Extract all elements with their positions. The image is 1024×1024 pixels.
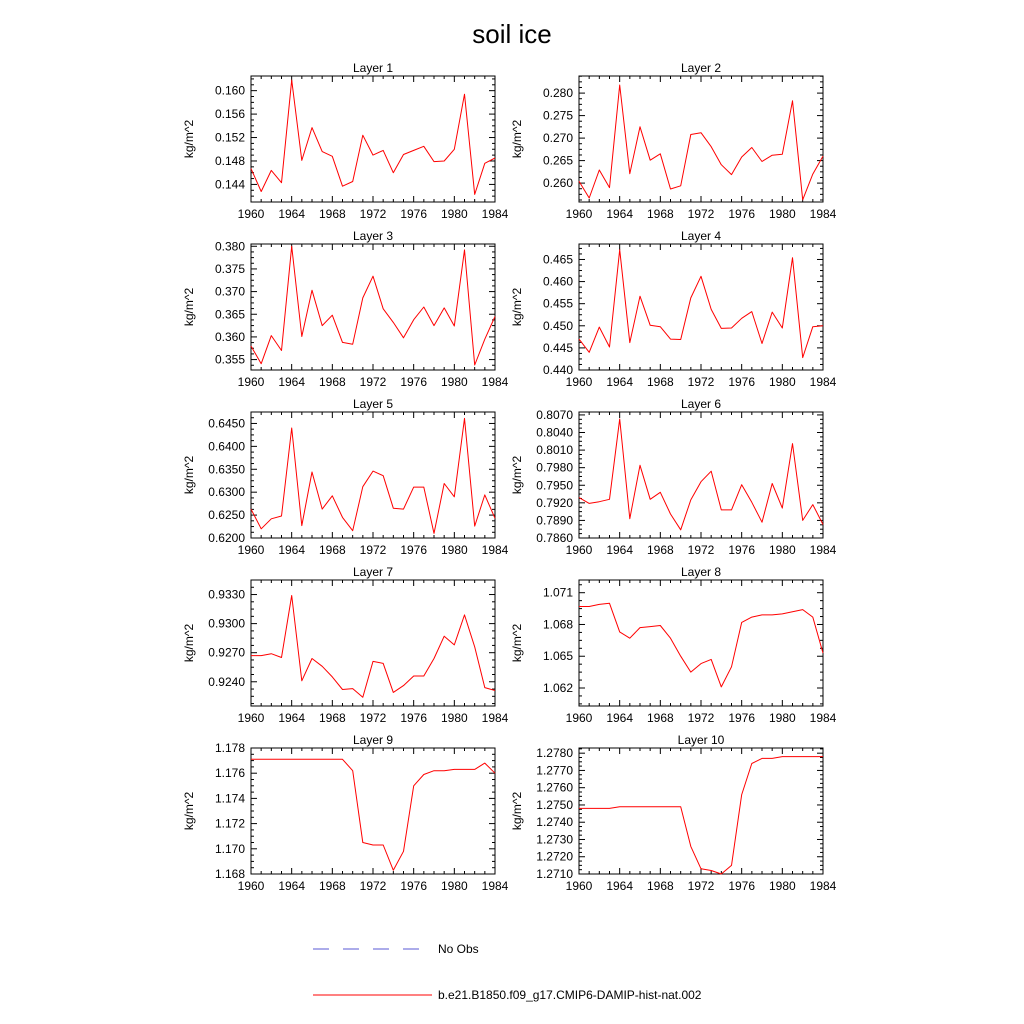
x-tick-label: 1976: [728, 711, 756, 725]
x-tick-label: 1968: [646, 879, 674, 893]
y-tick-label: 1.178: [214, 741, 245, 755]
y-tick-label: 1.062: [542, 681, 573, 695]
panel-title: Layer 3: [352, 229, 394, 243]
x-tick-label: 1980: [768, 543, 796, 557]
y-tick-label: 0.7980: [536, 460, 573, 475]
y-tick-label: 1.174: [214, 791, 245, 806]
x-tick-label: 1972: [359, 711, 387, 725]
x-tick-label: 1960: [237, 879, 265, 893]
y-tick-label: 0.8010: [536, 443, 573, 458]
panel-layer-4: [510, 229, 837, 389]
plot-frame: [579, 76, 823, 202]
x-tick-label: 1976: [400, 207, 428, 221]
y-tick-label: 1.2740: [536, 815, 573, 830]
y-axis-label: kg/m^2: [510, 287, 524, 327]
y-tick-label: 0.7890: [536, 513, 573, 528]
panel-title: Layer 1: [352, 61, 394, 75]
x-tick-label: 1964: [278, 543, 306, 557]
x-tick-label: 1980: [768, 711, 796, 725]
x-tick-label: 1964: [278, 207, 306, 221]
x-tick-label: 1960: [565, 543, 593, 557]
y-tick-label: 0.280: [542, 86, 573, 101]
y-tick-label: 1.2750: [536, 797, 573, 812]
y-tick-label: 0.370: [214, 284, 245, 299]
y-tick-label: 0.445: [542, 340, 573, 355]
y-tick-label: 0.270: [542, 131, 573, 146]
x-tick-label: 1968: [318, 879, 346, 893]
x-tick-label: 1980: [440, 207, 468, 221]
plot-frame: [251, 412, 495, 538]
panel-layer-7: [182, 565, 509, 725]
legend: [313, 942, 702, 1002]
x-tick-label: 1972: [359, 207, 387, 221]
x-tick-label: 1972: [687, 207, 715, 221]
x-tick-label: 1980: [440, 375, 468, 389]
y-tick-label: 0.355: [214, 352, 245, 367]
y-tick-label: 0.450: [542, 318, 573, 333]
y-tick-label: 1.2760: [536, 780, 573, 795]
series-line: [251, 418, 495, 533]
y-tick-label: 0.8070: [536, 407, 573, 422]
x-tick-label: 1968: [646, 711, 674, 725]
x-tick-label: 1964: [606, 375, 634, 389]
y-tick-label: 0.375: [214, 261, 245, 276]
y-tick-label: 0.144: [214, 177, 245, 192]
y-tick-label: 0.6250: [208, 508, 245, 523]
x-tick-label: 1972: [687, 543, 715, 557]
y-tick-label: 0.148: [214, 153, 245, 168]
x-tick-label: 1976: [400, 543, 428, 557]
y-tick-label: 0.6200: [208, 531, 245, 545]
legend-label-no-obs: No Obs: [438, 942, 479, 956]
y-tick-label: 0.7950: [536, 478, 573, 493]
y-tick-label: 1.2770: [536, 763, 573, 778]
x-tick-label: 1984: [809, 543, 837, 557]
y-tick-label: 0.7920: [536, 495, 573, 510]
x-tick-label: 1964: [606, 711, 634, 725]
x-tick-label: 1972: [359, 375, 387, 389]
y-tick-label: 0.9330: [208, 587, 245, 602]
panel-layer-5: [182, 397, 509, 557]
x-tick-label: 1964: [278, 375, 306, 389]
x-tick-label: 1972: [359, 543, 387, 557]
y-tick-label: 0.460: [542, 274, 573, 289]
y-tick-label: 0.275: [542, 108, 573, 123]
panel-title: Layer 5: [352, 397, 394, 411]
panel-title: Layer 4: [680, 229, 722, 243]
series-line: [251, 80, 495, 194]
panel-title: Layer 9: [352, 733, 394, 747]
y-tick-label: 1.071: [542, 585, 573, 600]
y-axis-label: kg/m^2: [510, 455, 524, 495]
y-tick-label: 0.160: [214, 83, 245, 98]
y-tick-label: 0.365: [214, 307, 245, 322]
panel-title: Layer 6: [680, 397, 722, 411]
y-tick-label: 0.465: [542, 252, 573, 267]
panel-title: Layer 2: [680, 61, 722, 75]
series-line: [251, 246, 495, 365]
x-tick-label: 1968: [318, 543, 346, 557]
y-axis-label: kg/m^2: [182, 287, 196, 327]
y-axis-label: kg/m^2: [510, 791, 524, 831]
panel-title: Layer 8: [680, 565, 722, 579]
y-tick-label: 1.068: [542, 617, 573, 632]
x-tick-label: 1960: [565, 207, 593, 221]
x-tick-label: 1964: [606, 207, 634, 221]
y-tick-label: 0.9270: [208, 645, 245, 660]
x-tick-label: 1968: [646, 375, 674, 389]
x-tick-label: 1980: [768, 879, 796, 893]
x-tick-label: 1984: [809, 711, 837, 725]
x-tick-label: 1968: [318, 207, 346, 221]
x-tick-label: 1984: [809, 207, 837, 221]
y-tick-label: 0.6300: [208, 485, 245, 500]
y-tick-label: 0.6450: [208, 416, 245, 431]
y-tick-label: 0.455: [542, 296, 573, 311]
y-tick-label: 0.9240: [208, 674, 245, 689]
x-tick-label: 1976: [400, 711, 428, 725]
panel-layer-8: [510, 565, 837, 725]
panel-layer-2: [510, 61, 837, 221]
x-tick-label: 1960: [237, 711, 265, 725]
x-tick-label: 1984: [809, 375, 837, 389]
series-line: [251, 759, 495, 870]
plot-frame: [251, 580, 495, 706]
x-tick-label: 1972: [687, 375, 715, 389]
y-axis-label: kg/m^2: [182, 119, 196, 159]
panel-layer-9: [182, 733, 509, 893]
y-tick-label: 0.7860: [536, 531, 573, 545]
plot-frame: [579, 580, 823, 706]
x-tick-label: 1964: [606, 543, 634, 557]
x-tick-label: 1980: [768, 375, 796, 389]
x-tick-label: 1984: [481, 879, 509, 893]
x-tick-label: 1960: [237, 375, 265, 389]
y-tick-label: 0.8040: [536, 425, 573, 440]
y-tick-label: 0.6400: [208, 439, 245, 454]
y-tick-label: 1.2710: [536, 867, 573, 881]
x-tick-label: 1976: [728, 207, 756, 221]
x-tick-label: 1960: [237, 543, 265, 557]
series-line: [579, 250, 823, 358]
series-line: [579, 85, 823, 200]
x-tick-label: 1960: [565, 879, 593, 893]
y-axis-label: kg/m^2: [182, 791, 196, 831]
plot-frame: [251, 244, 495, 370]
plot-frame: [251, 748, 495, 874]
series-line: [251, 596, 495, 698]
y-tick-label: 1.2730: [536, 832, 573, 847]
x-tick-label: 1980: [440, 711, 468, 725]
y-tick-label: 1.065: [542, 649, 573, 664]
y-axis-label: kg/m^2: [510, 623, 524, 663]
y-tick-label: 0.152: [214, 130, 245, 145]
x-tick-label: 1984: [481, 375, 509, 389]
x-tick-label: 1968: [318, 711, 346, 725]
x-tick-label: 1976: [728, 543, 756, 557]
figure-title: soil ice: [472, 19, 552, 49]
y-tick-label: 1.172: [214, 816, 245, 831]
y-tick-label: 0.380: [214, 239, 245, 254]
x-tick-label: 1976: [400, 879, 428, 893]
y-tick-label: 0.9300: [208, 616, 245, 631]
y-tick-label: 1.170: [214, 841, 245, 856]
x-tick-label: 1968: [646, 543, 674, 557]
x-tick-label: 1984: [809, 879, 837, 893]
series-line: [579, 419, 823, 530]
x-tick-label: 1968: [646, 207, 674, 221]
y-tick-label: 1.2780: [536, 746, 573, 761]
y-tick-label: 0.440: [542, 363, 573, 377]
x-tick-label: 1960: [565, 711, 593, 725]
panel-layer-3: [182, 229, 509, 389]
x-tick-label: 1964: [278, 879, 306, 893]
y-tick-label: 0.260: [542, 176, 573, 191]
x-tick-label: 1976: [728, 375, 756, 389]
legend-label-model-run: b.e21.B1850.f09_g17.CMIP6-DAMIP-hist-nat.002: [438, 988, 702, 1002]
x-tick-label: 1972: [687, 879, 715, 893]
x-tick-label: 1976: [728, 879, 756, 893]
x-tick-label: 1972: [359, 879, 387, 893]
x-tick-label: 1968: [318, 375, 346, 389]
series-line: [579, 757, 823, 874]
panel-layer-1: [182, 61, 509, 221]
plot-frame: [579, 748, 823, 874]
panel-title: Layer 7: [352, 565, 394, 579]
y-tick-label: 1.168: [214, 867, 245, 881]
x-tick-label: 1972: [687, 711, 715, 725]
plot-frame: [251, 76, 495, 202]
y-axis-label: kg/m^2: [182, 455, 196, 495]
panel-title: Layer 10: [677, 733, 725, 747]
x-tick-label: 1984: [481, 711, 509, 725]
panel-layer-6: [510, 397, 837, 557]
x-tick-label: 1980: [440, 543, 468, 557]
x-tick-label: 1964: [606, 879, 634, 893]
x-tick-label: 1980: [440, 879, 468, 893]
x-tick-label: 1964: [278, 711, 306, 725]
y-axis-label: kg/m^2: [182, 623, 196, 663]
x-tick-label: 1976: [400, 375, 428, 389]
y-tick-label: 0.156: [214, 107, 245, 122]
y-tick-label: 0.265: [542, 153, 573, 168]
x-tick-label: 1980: [768, 207, 796, 221]
series-line: [579, 603, 823, 687]
y-axis-label: kg/m^2: [510, 119, 524, 159]
x-tick-label: 1960: [237, 207, 265, 221]
y-tick-label: 1.176: [214, 766, 245, 781]
x-tick-label: 1960: [565, 375, 593, 389]
y-tick-label: 0.6350: [208, 462, 245, 477]
panel-layer-10: [510, 733, 837, 893]
y-tick-label: 1.2720: [536, 849, 573, 864]
x-tick-label: 1984: [481, 543, 509, 557]
plot-frame: [579, 412, 823, 538]
y-tick-label: 0.360: [214, 329, 245, 344]
x-tick-label: 1984: [481, 207, 509, 221]
plot-frame: [579, 244, 823, 370]
